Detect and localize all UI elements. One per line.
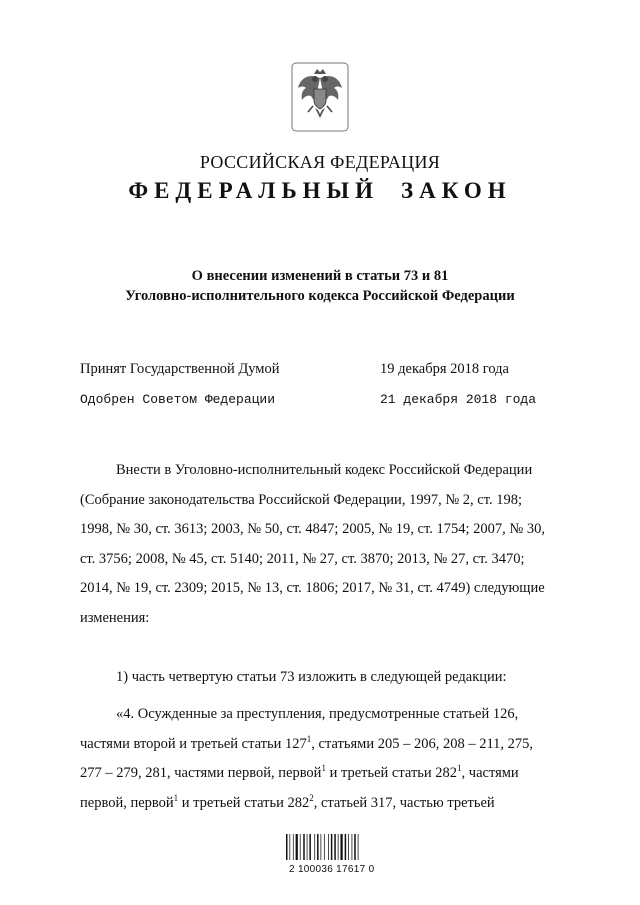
text-line: «4. Осужденные за преступления, предусмотренные статьей 126, (116, 706, 519, 722)
text-fragment: и третьей статьи 282 (178, 794, 310, 811)
duma-adoption-date: 19 декабря 2018 года (380, 361, 509, 377)
text-line: 1998, № 30, ст. 3613; 2003, № 50, ст. 4847; 2005, № 19, ст. 1754; 2007, № 30, (80, 521, 545, 537)
text-line: 1) часть четвертую статьи 73 изложить в следующей редакции: (116, 669, 507, 685)
text-line-content: Внести в Уголовно-исполнительный кодекс Российской Федерации (116, 462, 533, 478)
superscript: 1 (306, 733, 312, 744)
text-line (80, 789, 566, 819)
superscript: 2 (309, 792, 314, 803)
document-type (0, 178, 640, 204)
barcode-number: 2 100036 17617 0 (289, 864, 375, 875)
text-fragment: и третьей статьи 282 (325, 765, 458, 781)
law-title-line-1: О внесении изменений в статьи 73 и 81 (191, 268, 449, 284)
document-type-word-1: ФЕДЕРАЛЬНЫЙ (128, 178, 380, 203)
text-line (80, 759, 566, 789)
text-line (80, 456, 566, 486)
council-approval-label: Одобрен Советом Федерации (80, 392, 276, 407)
text-fragment: , статьями 205 – 206, 208 – 211, 275, (311, 735, 534, 752)
text-fragment: 277 – 279, 281, частями первой, первой (80, 765, 322, 781)
text-line: изменения: (80, 609, 150, 626)
text-fragment: частями второй и третьей статьи 127 (80, 735, 307, 752)
council-approval-date: 21 декабря 2018 года (380, 392, 537, 407)
superscript: 1 (173, 792, 179, 803)
text-line: 2014, № 19, ст. 2309; 2015, № 13, ст. 1806; 2017, № 31, ст. 4749) следующие (80, 580, 545, 596)
document-type-word-2: ЗАКОН (401, 178, 512, 203)
text-fragment: первой, первой (80, 794, 174, 811)
superscript: 1 (321, 763, 326, 773)
country-name: РОССИЙСКАЯ ФЕДЕРАЦИЯ (199, 152, 441, 172)
amendment-text-paragraph (80, 700, 566, 818)
duma-adoption-label: Принят Государственной Думой (80, 361, 280, 377)
text-line: (Собрание законодательства Российской Федерации, 1997, № 2, ст. 198; (80, 491, 522, 508)
law-title-line-2: Уголовно-исполнительного кодекса Российской Федерации (125, 288, 515, 304)
superscript: 1 (457, 763, 462, 773)
text-fragment: , частями (461, 765, 519, 781)
law-title (0, 266, 640, 306)
text-fragment: , статьей 317, частью третьей (313, 794, 495, 811)
preamble-paragraph (80, 456, 566, 633)
text-line: ст. 3756; 2008, № 45, ст. 5140; 2011, № 27, ст. 3870; 2013, № 27, ст. 3470; (80, 550, 525, 567)
amendment-item-1 (80, 663, 566, 693)
russian-coat-of-arms-icon (291, 62, 349, 132)
text-line (80, 730, 566, 760)
